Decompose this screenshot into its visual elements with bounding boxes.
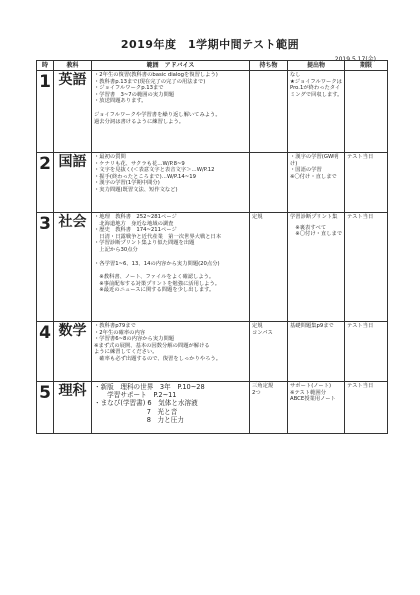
submit-line: 学習診断プリント集 — [290, 214, 338, 220]
items-cell — [250, 71, 288, 153]
due-cell — [345, 71, 388, 153]
advice-cell — [92, 153, 250, 213]
subject-name: 理科 — [54, 382, 92, 434]
advice-line: ・まなび(学習書) 6 気体と水溶液 — [94, 399, 198, 408]
submit-cell — [288, 382, 345, 434]
submit-line: ミングで回収します。 — [290, 91, 343, 98]
items-cell — [250, 322, 288, 382]
advice-line: ※教科書、ノート、ファイルをよく確認しよう。 — [94, 274, 215, 281]
submit-line: ・漢字の学習(GW明 — [290, 154, 339, 160]
submit-cell — [288, 322, 345, 382]
due-text: テスト当日 — [347, 214, 374, 220]
advice-cell — [92, 71, 250, 153]
header-period: 時 — [37, 61, 54, 71]
page-date: 2019.5.17(金) — [334, 56, 376, 63]
table-header-row — [37, 61, 388, 71]
advice-line: 7 光と音 — [94, 407, 178, 416]
table-row — [37, 213, 388, 322]
advice-line: 8 力と圧力 — [94, 415, 184, 424]
subject-name: 英語 — [54, 71, 92, 153]
advice-line: ・学習書 3~7の範囲の実力問題 — [94, 91, 175, 98]
subject-name: 国語 — [54, 153, 92, 213]
header-subject: 教科 — [54, 61, 92, 71]
due-text: テスト当日 — [347, 383, 374, 389]
period-number: 3 — [37, 213, 54, 322]
submit-line: サポート(ノート) — [290, 383, 332, 389]
advice-line: ・2年生の復習(教科書のbasic dialogを復習しよう) — [94, 72, 218, 78]
table-row — [37, 71, 388, 153]
items-text: 定規 — [252, 214, 263, 220]
due-cell — [345, 213, 388, 322]
submit-cell — [288, 153, 345, 213]
advice-line: 学習サポート P.2~11 — [94, 391, 177, 400]
advice-line: ・文字を見抜く(＜表意文字と表音文字＞…W/P.12 — [94, 167, 215, 174]
advice-cell — [92, 213, 250, 322]
submit-line: ABCE授業用ノート — [290, 396, 336, 403]
advice-line: ・学習診断プリント集より似た問題を出題 — [94, 240, 195, 247]
advice-line: 上記から30点分 — [94, 247, 138, 254]
advice-line: ・学習書6~8の内容から実力問題 — [94, 336, 175, 343]
submit-line: ※裏表すべて — [290, 224, 327, 231]
advice-line: ※まず式の展開、基本の因数分解の問題が解ける — [94, 342, 210, 349]
submit-line: ★ジョイフルワークは — [290, 78, 342, 85]
submit-line: ※テスト範囲分 — [290, 389, 327, 396]
period-number: 5 — [37, 382, 54, 434]
test-range-table — [36, 60, 388, 434]
items-cell — [250, 153, 288, 213]
advice-line: ・教科書p79まで — [94, 323, 136, 329]
period-number: 1 — [37, 71, 54, 153]
table-row — [37, 153, 388, 213]
advice-line: ように練習してください。 — [94, 349, 158, 356]
advice-line: 過去分詞は書けるように練習しよう。 — [94, 118, 185, 125]
submit-cell — [288, 71, 345, 153]
subject-name: 数学 — [54, 322, 92, 382]
advice-line: ・新版 理科の世界 3年 P.10~28 — [94, 383, 205, 391]
table-row — [37, 322, 388, 382]
table-row — [37, 382, 388, 434]
page-title: 2019年度 1学期中間テスト範囲 — [120, 38, 300, 51]
advice-line: ・地理 教科書 252~281ページ — [94, 214, 177, 220]
submit-line: ※〇付け・直しまで — [290, 173, 337, 180]
submit-cell — [288, 213, 345, 322]
advice-line: 北海道地方 身近な地域の調査 — [94, 220, 174, 227]
due-text: テスト当日 — [347, 154, 374, 160]
items-cell — [250, 213, 288, 322]
advice-line: ・握手(終わったところまで)…W/P.14~19 — [94, 173, 196, 180]
advice-line: ・最初の質問 — [94, 154, 126, 160]
items-text: 定規 — [252, 323, 263, 329]
submit-line: ・国語の学習 — [290, 167, 322, 174]
header-due: 期限 — [345, 61, 388, 71]
advice-line: 日清・日露戦争と近代産業 第一次世界大戦と日本 — [94, 233, 222, 240]
submit-line: 基礎問題集p9まで — [290, 323, 334, 329]
items-text: 三角定規 — [252, 383, 274, 389]
submit-line: Pro.1が終わったタイ — [290, 85, 341, 92]
subject-name: 社会 — [54, 213, 92, 322]
items-text: コンパス — [252, 329, 273, 336]
submit-line: なし — [290, 72, 301, 78]
submit-line: け) — [290, 160, 298, 167]
advice-line: ・放送問題あります。 — [94, 98, 147, 105]
advice-line: ・実力問題(既習文法、短作文など) — [94, 187, 178, 194]
advice-line: ・各学習1~6、13、14の内容から実力問題(20点分) — [94, 260, 220, 267]
advice-line: ジョイフルワークや学習書を繰り返し解いてみよう。 — [94, 112, 221, 119]
header-submit: 提出物 — [288, 61, 345, 71]
advice-line: ・ケナリも花、サクラも花…W/P.8~9 — [94, 160, 185, 167]
advice-line: ・ジョイフルワークp.13まで — [94, 85, 164, 92]
advice-line: ・2年生の確率の内容 — [94, 329, 146, 336]
advice-cell — [92, 322, 250, 382]
items-cell — [250, 382, 288, 434]
due-text: テスト当日 — [347, 323, 374, 329]
advice-cell — [92, 382, 250, 434]
advice-line: ・歴史 教科書 174~211ページ — [94, 227, 177, 234]
advice-line: ・教科書p.13まで(現在完了の完了の用法まで) — [94, 78, 206, 85]
advice-line: 確率も必ず出題するので、復習をしっかりやろう。 — [94, 356, 222, 363]
advice-line: ※最近のニュースに関する問題を少し出します。 — [94, 287, 215, 294]
due-cell — [345, 382, 388, 434]
advice-line: ※事前配布する対策プリントを勉強に活用しよう。 — [94, 280, 221, 287]
header-items: 持ち物 — [250, 61, 288, 71]
period-number: 2 — [37, 153, 54, 213]
due-cell — [345, 322, 388, 382]
header-advice: 範囲 アドバイス — [92, 61, 250, 71]
period-number: 4 — [37, 322, 54, 382]
submit-line: ※〇付け・直しまで — [290, 231, 343, 238]
due-cell — [345, 153, 388, 213]
advice-line: ・漢字の学習(1学期中間分) — [94, 180, 160, 187]
items-text: 2つ — [252, 389, 261, 396]
